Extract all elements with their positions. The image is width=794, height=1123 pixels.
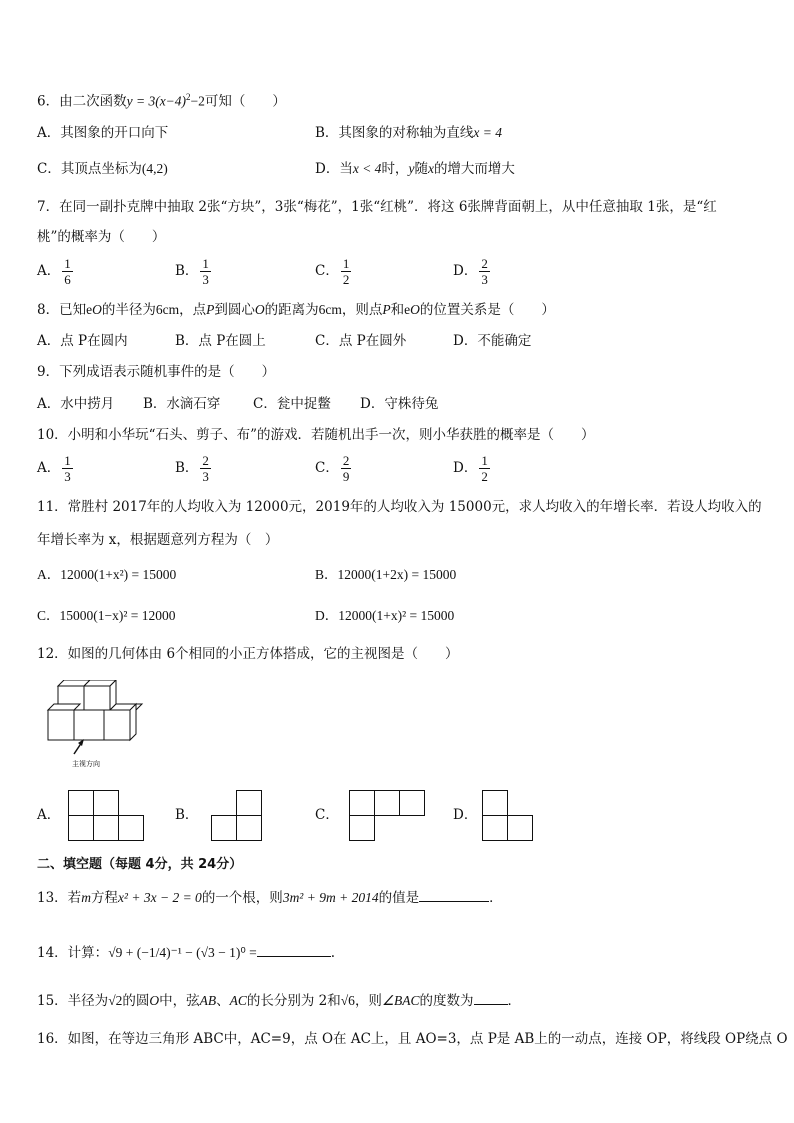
q13-answer-blank[interactable] bbox=[419, 889, 489, 902]
q9-option-c: C．瓮中捉鳖 bbox=[253, 396, 331, 412]
q12-3d-figure bbox=[44, 680, 144, 768]
q10-stem: 10．小明和小华玩“石头、剪子、布”的游戏．若随机出手一次，则小华获胜的概率是（ ） bbox=[37, 427, 595, 443]
q16-stem: 16．如图，在等边三角形 ABC中，AC=9，点 O在 AC上，且 AO=3，点 P是 AB上的一动点，连接 OP，将线段 OP绕点 O bbox=[37, 1031, 788, 1047]
q14-answer-blank[interactable] bbox=[257, 944, 331, 957]
q12-stem: 12．如图的几何体由 6个相同的小正方体搭成，它的主视图是（ ） bbox=[37, 646, 459, 662]
q7-stem-line1: 7．在同一副扑克牌中抽取 2张“方块”，3张“梅花”，1张“红桃”．将这 6张牌背面朝上，从中任意抽取 1张，是“红 bbox=[37, 199, 717, 215]
q15-stem: 15．半径为√2的圆O中，弦AB、AC的长分别为 2和√6，则∠BAC的度数为 ． bbox=[37, 993, 522, 1009]
q15-answer-blank[interactable] bbox=[474, 992, 508, 1005]
section-heading: 二、填空题（每题 4分，共 24分） bbox=[37, 857, 243, 872]
q8-option-b: B．点 P在圆上 bbox=[175, 333, 266, 349]
q6-option-b: B．其图象的对称轴为直线x = 4 bbox=[315, 125, 503, 141]
q11-stem-line2: 年增长率为 x，根据题意列方程为（ ） bbox=[37, 532, 279, 548]
q10-option-a: A． $\frac{1}{3}$ bbox=[37, 453, 71, 484]
q10-option-b: B． $\frac{2}{3}$ bbox=[175, 453, 209, 484]
q12-option-a-label: A． bbox=[37, 807, 61, 823]
q7-option-c: C． $\frac{1}{2}$ bbox=[315, 256, 350, 287]
q11-stem-line1: 11．常胜村 2017年的人均收入为 12000元，2019年的人均收入为 15000元，求人均收入的年增长率．若设人均收入的 bbox=[37, 499, 762, 515]
q8-option-d: D．不能确定 bbox=[453, 333, 532, 349]
q6-option-a: A．其图象的开口向下 bbox=[37, 125, 169, 141]
q12-option-b-label: B． bbox=[175, 807, 199, 823]
q6-option-d: D．当x < 4时，y随x的增大而增大 bbox=[315, 161, 515, 177]
q11-option-c: C．15000(1−x)² = 12000 bbox=[37, 608, 176, 623]
q11-option-b: B．12000(1+2x) = 15000 bbox=[315, 567, 457, 582]
q6-stem: 6．由二次函数$y = 3(x-4)^2-2$可知（ ） bbox=[37, 92, 286, 110]
q9-option-a: A．水中捞月 bbox=[37, 396, 115, 412]
q11-option-a: A．12000(1+x²) = 15000 bbox=[37, 567, 177, 582]
q10-option-c: C． $\frac{2}{9}$ bbox=[315, 453, 350, 484]
q14-stem: 14．计算：√9 + (−1/4)⁻¹ − (√3 − 1)⁰ = . bbox=[37, 945, 336, 961]
q7-option-b: B． $\frac{1}{3}$ bbox=[175, 256, 209, 287]
q9-option-d: D．守株待兔 bbox=[360, 396, 439, 412]
q7-option-d: D． $\frac{2}{3}$ bbox=[453, 256, 488, 287]
q9-option-b: B．水滴石穿 bbox=[143, 396, 221, 412]
q8-option-a: A．点 P在圆内 bbox=[37, 333, 128, 349]
q12-option-c-label: C． bbox=[315, 807, 339, 823]
q9-stem: 9．下列成语表示随机事件的是（ ） bbox=[37, 364, 276, 380]
q7-stem-line2: 桃”的概率为（ ） bbox=[37, 229, 166, 245]
q7-option-a: A． $\frac{1}{6}$ bbox=[37, 256, 71, 287]
q8-option-c: C．点 P在圆外 bbox=[315, 333, 407, 349]
q10-option-d: D． $\frac{1}{2}$ bbox=[453, 453, 488, 484]
q6-option-c: C．其顶点坐标为(4,2) bbox=[37, 161, 168, 177]
q11-option-d: D．12000(1+x)² = 15000 bbox=[315, 608, 455, 623]
q8-stem: 8．已知eO的半径为6cm，点P到圆心O的距离为6cm，则点P和eO的位置关系是（ ） bbox=[37, 302, 555, 318]
q13-stem: 13．若m方程x² + 3x − 2 = 0的一个根，则3m² + 9m + 2014的值是 ． bbox=[37, 890, 503, 906]
q12-fig-caption: 主视方向 bbox=[72, 760, 100, 768]
q12-option-d-label: D． bbox=[453, 807, 478, 823]
